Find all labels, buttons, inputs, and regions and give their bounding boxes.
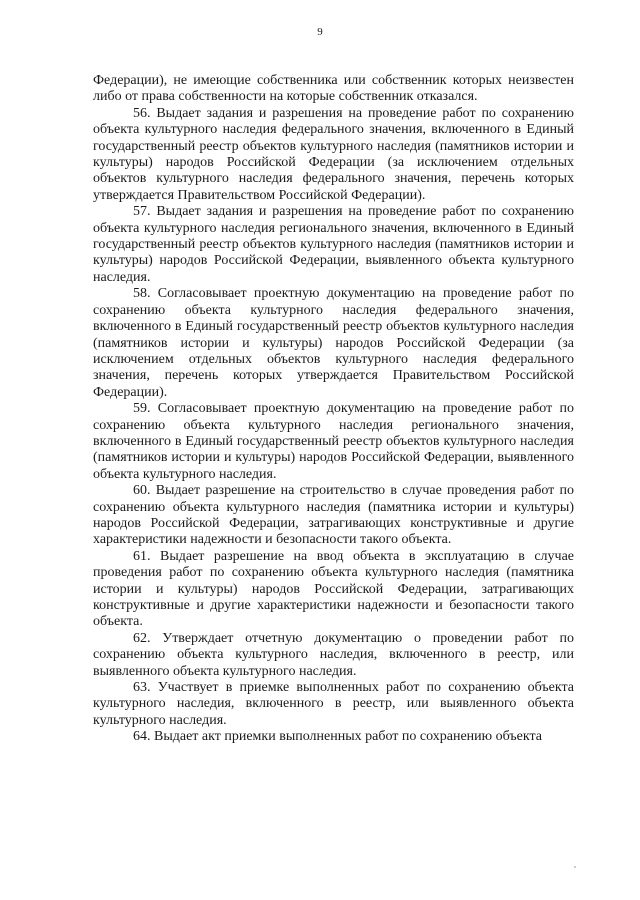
paragraph-item-57: 57. Выдает задания и разрешения на проведение работ по сохранению объекта культурного наследия регионального значения, включенного в Единый государственный реестр объектов культурного наследия (памятников истории и культуры) народов Российской Федерации, выявленного объекта культурного наследия. [93,204,574,285]
paragraph-item-56: 56. Выдает задания и разрешения на проведение работ по сохранению объекта культурного наследия федерального значения, включенного в Единый государственный реестр объектов культурного наследия (памятников истории и культуры) народов Российской Федерации (за исключением отдельных объектов культурного наследия федерального значения, перечень которых утверждается Правительством Российской Федерации). [93,105,574,203]
paragraph-item-64: 64. Выдает акт приемки выполненных работ по сохранению объекта [133,729,542,745]
paragraph-item-62: 62. Утверждает отчетную документацию о проведении работ по сохранению объекта культурного наследия, включенного в реестр, или выявленного объекта культурного наследия. [93,630,574,679]
paragraph-continuation: Федерации), не имеющие собственника или собственник которых неизвестен либо от права собственности на которые собственник отказался. [93,73,574,105]
paragraph-item-58: 58. Согласовывает проектную документацию на проведение работ по сохранению объекта культурного наследия федерального значения, включенного в Единый государственный реестр объектов культурного наследия (памятников истории и культуры) народов Российской Федерации (за исключением отдельных объектов культурного наследия федерального значения, перечень которых утверждается Правительством Российской Федерации). [93,286,574,400]
page-number: 9 [317,26,323,38]
paragraph-item-60: 60. Выдает разрешение на строительство в случае проведения работ по сохранению объекта культурного наследия (памятника истории и культуры) народов Российской Федерации, затрагивающих конструктивные и другие характеристики надежности и безопасности такого объекта. [93,483,574,548]
page-body [93,73,574,746]
scan-speck [574,866,576,868]
paragraph-item-63: 63. Участвует в приемке выполненных работ по сохранению объекта культурного наследия, включенного в реестр, или выявленного объекта культурного наследия. [93,680,574,728]
paragraph-item-61: 61. Выдает разрешение на ввод объекта в эксплуатацию в случае проведения работ по сохранению объекта культурного наследия (памятника истории и культуры) народов Российской Федерации, затрагивающих конструктивные и другие характеристики надежности и безопасности такого объекта. [93,548,574,630]
paragraph-item-59: 59. Согласовывает проектную документацию на проведение работ по сохранению объекта культурного наследия регионального значения, включенного в Единый государственный реестр объектов культурного наследия (памятников истории и культуры) народов Российской Федерации, выявленного объекта культурного наследия. [93,401,574,482]
